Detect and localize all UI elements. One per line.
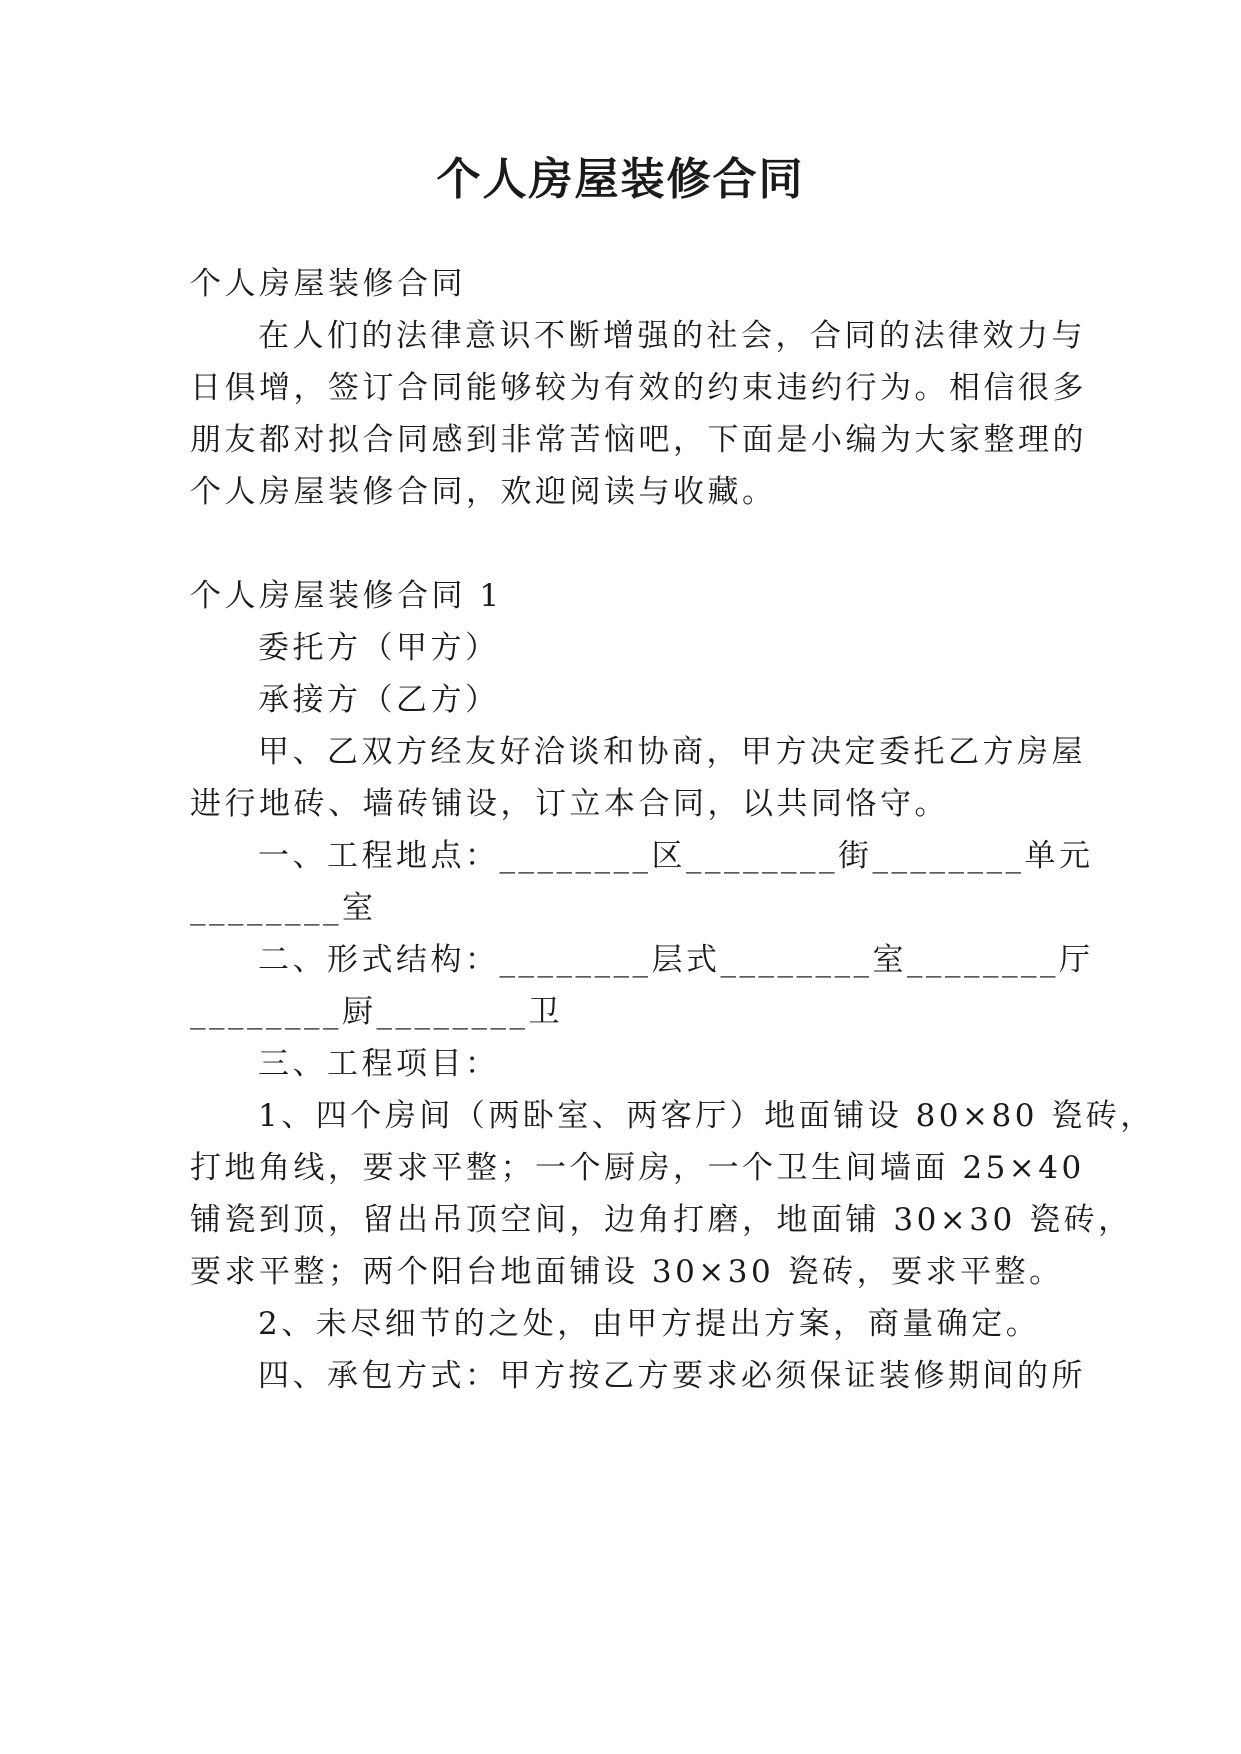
- document-title: 个人房屋装修合同: [436, 154, 805, 205]
- intro-paragraph-line: 在人们的法律意识不断增强的社会，合同的法律效力与: [258, 318, 1086, 354]
- intro-heading: 个人房屋装修合同: [190, 266, 466, 302]
- clause-structure-line: 二、形式结构：________层式________室________厅: [258, 942, 1094, 978]
- clause-location-line: ________室: [190, 890, 377, 926]
- clause-items-line: 2、未尽细节的之处，由甲方提出方案，商量确定。: [258, 1306, 1041, 1342]
- intro-paragraph-line: 日俱增，签订合同能够较为有效的约束违约行为。相信很多: [190, 370, 1087, 406]
- agreement-line: 进行地砖、墙砖铺设，订立本合同，以共同恪守。: [190, 786, 949, 822]
- clause-items-line: 打地角线，要求平整；一个厨房，一个卫生间墙面 25×40: [190, 1150, 1085, 1186]
- clause-items-line: 1、四个房间（两卧室、两客厅）地面铺设 80×80 瓷砖，: [258, 1098, 1155, 1134]
- contract-heading: 个人房屋装修合同 1: [190, 578, 503, 614]
- clause-structure-line: ________厨________卫: [190, 994, 563, 1030]
- clause-items-line: 要求平整；两个阳台地面铺设 30×30 瓷砖，要求平整。: [190, 1254, 1064, 1290]
- clause-location-line: 一、工程地点：________区________街________单元: [258, 838, 1094, 874]
- intro-paragraph-line: 个人房屋装修合同，欢迎阅读与收藏。: [190, 474, 777, 510]
- clause-items-line: 铺瓷到顶，留出吊顶空间，边角打磨，地面铺 30×30 瓷砖，: [190, 1202, 1133, 1238]
- clause-items-heading: 三、工程项目：: [258, 1046, 500, 1082]
- intro-paragraph-line: 朋友都对拟合同感到非常苦恼吧，下面是小编为大家整理的: [190, 422, 1087, 458]
- party-a-line: 委托方（甲方）: [258, 630, 500, 666]
- clause-contracting-line: 四、承包方式：甲方按乙方要求必须保证装修期间的所: [258, 1358, 1086, 1394]
- party-b-line: 承接方（乙方）: [258, 682, 500, 718]
- agreement-line: 甲、乙双方经友好洽谈和协商，甲方决定委托乙方房屋: [258, 734, 1086, 770]
